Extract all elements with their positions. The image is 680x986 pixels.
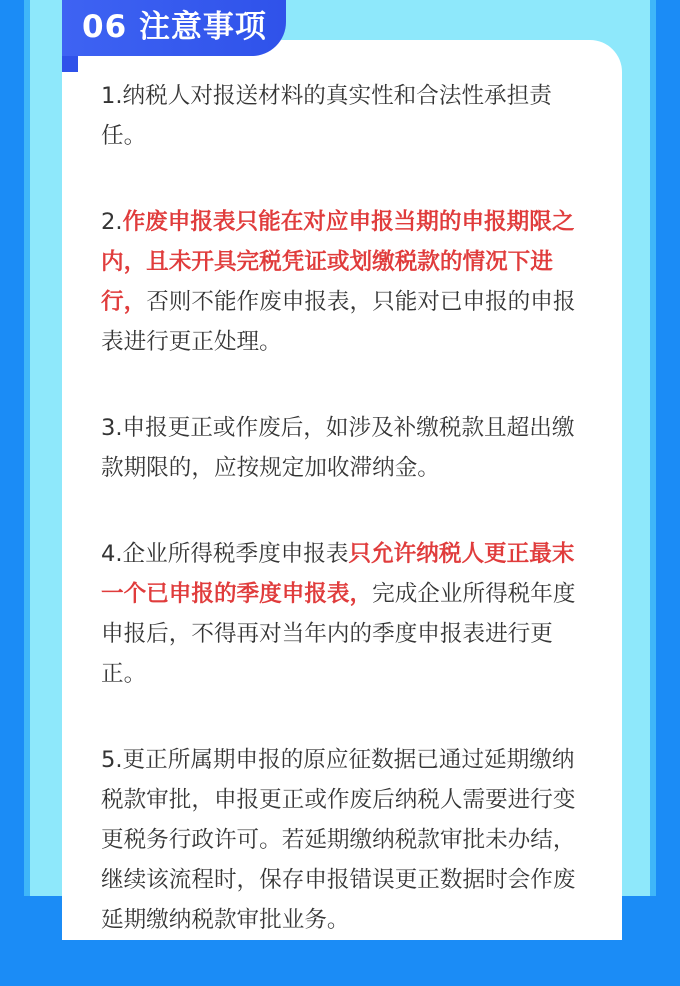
section-tab-notch <box>62 56 78 72</box>
note-item-1 <box>101 76 588 156</box>
section-title <box>82 7 267 47</box>
note-1-text: 1.纳税人对报送材料的真实性和合法性承担责任。 <box>101 83 552 149</box>
notes-list <box>101 76 588 986</box>
note-4-suffix: 完成企业所得税年度申报后，不得再对当年内的季度申报表进行更正。 <box>101 581 576 687</box>
note-item-3 <box>101 408 588 488</box>
section-number: 06 <box>82 9 128 45</box>
note-2-suffix: 否则不能作废申报表，只能对已申报的申报表进行更正处理。 <box>101 289 576 355</box>
note-4-highlight: 只允许纳税人更正最末一个已申报的季度申报表， <box>101 541 575 607</box>
note-item-4 <box>101 534 588 694</box>
note-item-2 <box>101 202 588 362</box>
note-3-text: 3.申报更正或作废后，如涉及补缴税款且超出缴款期限的，应按规定加收滞纳金。 <box>101 415 575 481</box>
note-2-prefix: 2. <box>101 209 123 235</box>
note-4-prefix: 4.企业所得税季度申报表 <box>101 541 349 567</box>
note-2-highlight: 作废申报表只能在对应申报当期的申报期限之内，且未开具完税凭证或划缴税款的情况下进行， <box>101 209 575 315</box>
note-item-5 <box>101 740 588 940</box>
note-5-text: 5.更正所属期申报的原应征数据已通过延期缴纳税款审批，申报更正或作废后纳税人需要进行变更税务行政许可。若延期缴纳税款审批未办结，继续该流程时，保存申报错误更正数据时会作废延期缴纳税款审批业务。 <box>101 747 576 933</box>
section-heading: 注意事项 <box>138 9 267 45</box>
